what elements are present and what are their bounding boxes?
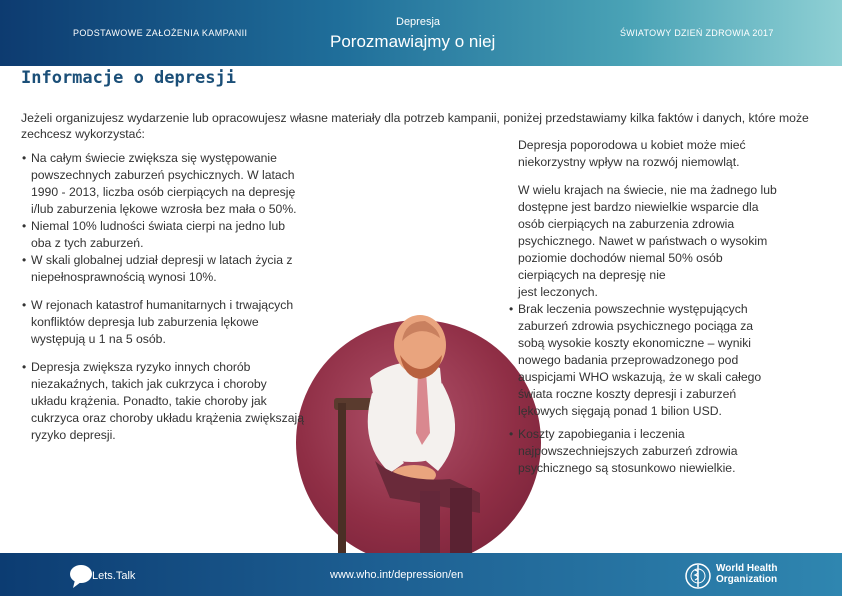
fact-line: • W skali globalnej udział depresji w latach życia z — [31, 253, 293, 267]
fact-bullet — [21, 297, 341, 348]
fact-line: niezakaźnych, takich jak cukrzyca i choroby — [31, 377, 267, 391]
fact-line: W wielu krajach na świecie, nie ma żadnego lub — [518, 183, 777, 197]
banner-title: Porozmawiajmy o niej — [330, 32, 496, 51]
who-name — [716, 563, 777, 585]
fact-bullet — [508, 426, 828, 477]
fact-line: i/lub zaburzenia lękowe wzrosła bez mała o 50%. — [31, 202, 297, 216]
fact-bullet — [508, 301, 828, 420]
who-name-line1: World Health — [716, 563, 778, 574]
fact-line: poziomie dochodów niemal 50% osób — [518, 251, 723, 265]
fact-line: • Niemal 10% ludności świata cierpi na jedno lub — [31, 219, 286, 233]
intro-paragraph: Jeżeli organizujesz wydarzenie lub opracowujesz własne materiały dla potrzeb kampanii, poniżej przedstawiamy kilka faktów i danych, które może zechcesz wykorzystać: — [21, 111, 809, 141]
fact-line: dostępne jest bardzo niewielkie wsparcie dla — [518, 200, 759, 214]
fact-line: lękowych sięgają ponad 1 bilion USD. — [518, 404, 722, 418]
fact-line: konfliktów depresja lub zaburzenia lękowe — [31, 315, 259, 329]
world-health-day-label: ŚWIATOWY DZIEŃ ZDROWIA 2017 — [620, 28, 774, 38]
fact-bullet — [21, 150, 341, 218]
fact-line: najpowszechniejszych zaburzeń zdrowia — [518, 444, 738, 458]
fact-line: auspicjami WHO wskazują, że w skali całego — [518, 370, 762, 384]
fact-line: 1990 - 2013, liczba osób cierpiących na depresję — [31, 185, 296, 199]
fact-line: cukrzyca oraz choroby układu krążenia zwiększają — [31, 411, 304, 425]
fact-line: • Brak leczenia powszechnie występujących — [518, 302, 748, 316]
fact-line: psychicznego. Nawet w państwach o wysokim — [518, 234, 768, 248]
fact-bullet — [21, 252, 341, 286]
header-banner — [0, 0, 842, 66]
sad-man-illustration — [330, 283, 500, 563]
website-link[interactable]: www.who.int/depression/en — [330, 569, 464, 581]
left-column — [21, 150, 341, 444]
who-name-line2: Organization — [716, 574, 778, 585]
campaign-basics-label: PODSTAWOWE ZAŁOŻENIA KAMPANII — [73, 28, 248, 38]
fact-line: sobą wysokie koszty ekonomiczne – wyniki — [518, 336, 752, 350]
fact-paragraph — [508, 137, 828, 171]
fact-line: • Na całym świecie zwiększa się występowanie — [31, 151, 277, 165]
section-title: Informacje o depresji — [21, 68, 236, 88]
fact-line: Depresja poporodowa u kobiet może mieć — [518, 138, 746, 152]
fact-line: osób cierpiących na zaburzenia zdrowia — [518, 217, 735, 231]
fact-line: świata roczne koszty depresji i zaburzeń — [518, 387, 737, 401]
right-column — [508, 137, 828, 477]
fact-line: ryzyko depresji. — [31, 428, 116, 442]
hashtag-label: Lets.Talk — [92, 570, 136, 582]
banner-subtitle: Depresja — [396, 16, 441, 28]
fact-line: jest leczonych. — [518, 285, 598, 299]
who-emblem-icon — [684, 562, 712, 590]
fact-line: zaburzeń zdrowia psychicznego pociąga za — [518, 319, 754, 333]
fact-line: powszechnych zaburzeń psychicznych. W latach — [31, 168, 295, 182]
fact-line: niekorzystny wpływ na rozwój niemowląt. — [518, 155, 740, 169]
fact-line: • Koszty zapobiegania i leczenia — [518, 427, 685, 441]
fact-bullet — [21, 218, 341, 252]
fact-line: • Depresja zwiększa ryzyko innych chorób — [31, 360, 251, 374]
fact-line: niepełnosprawnością wynosi 10%. — [31, 270, 217, 284]
fact-paragraph — [508, 182, 828, 301]
fact-line: układu krążenia. Ponadto, takie choroby jak — [31, 394, 267, 408]
fact-bullet — [21, 359, 341, 444]
fact-line: • W rejonach katastrof humanitarnych i trwających — [31, 298, 294, 312]
fact-line: występują u 1 na 5 osób. — [31, 332, 166, 346]
fact-line: nowego badania przeprowadzonego pod — [518, 353, 739, 367]
fact-line: cierpiących na depresję nie — [518, 268, 666, 282]
fact-line: oba z tych zaburzeń. — [31, 236, 144, 250]
fact-line: psychicznego są stosunkowo niewielkie. — [518, 461, 736, 475]
